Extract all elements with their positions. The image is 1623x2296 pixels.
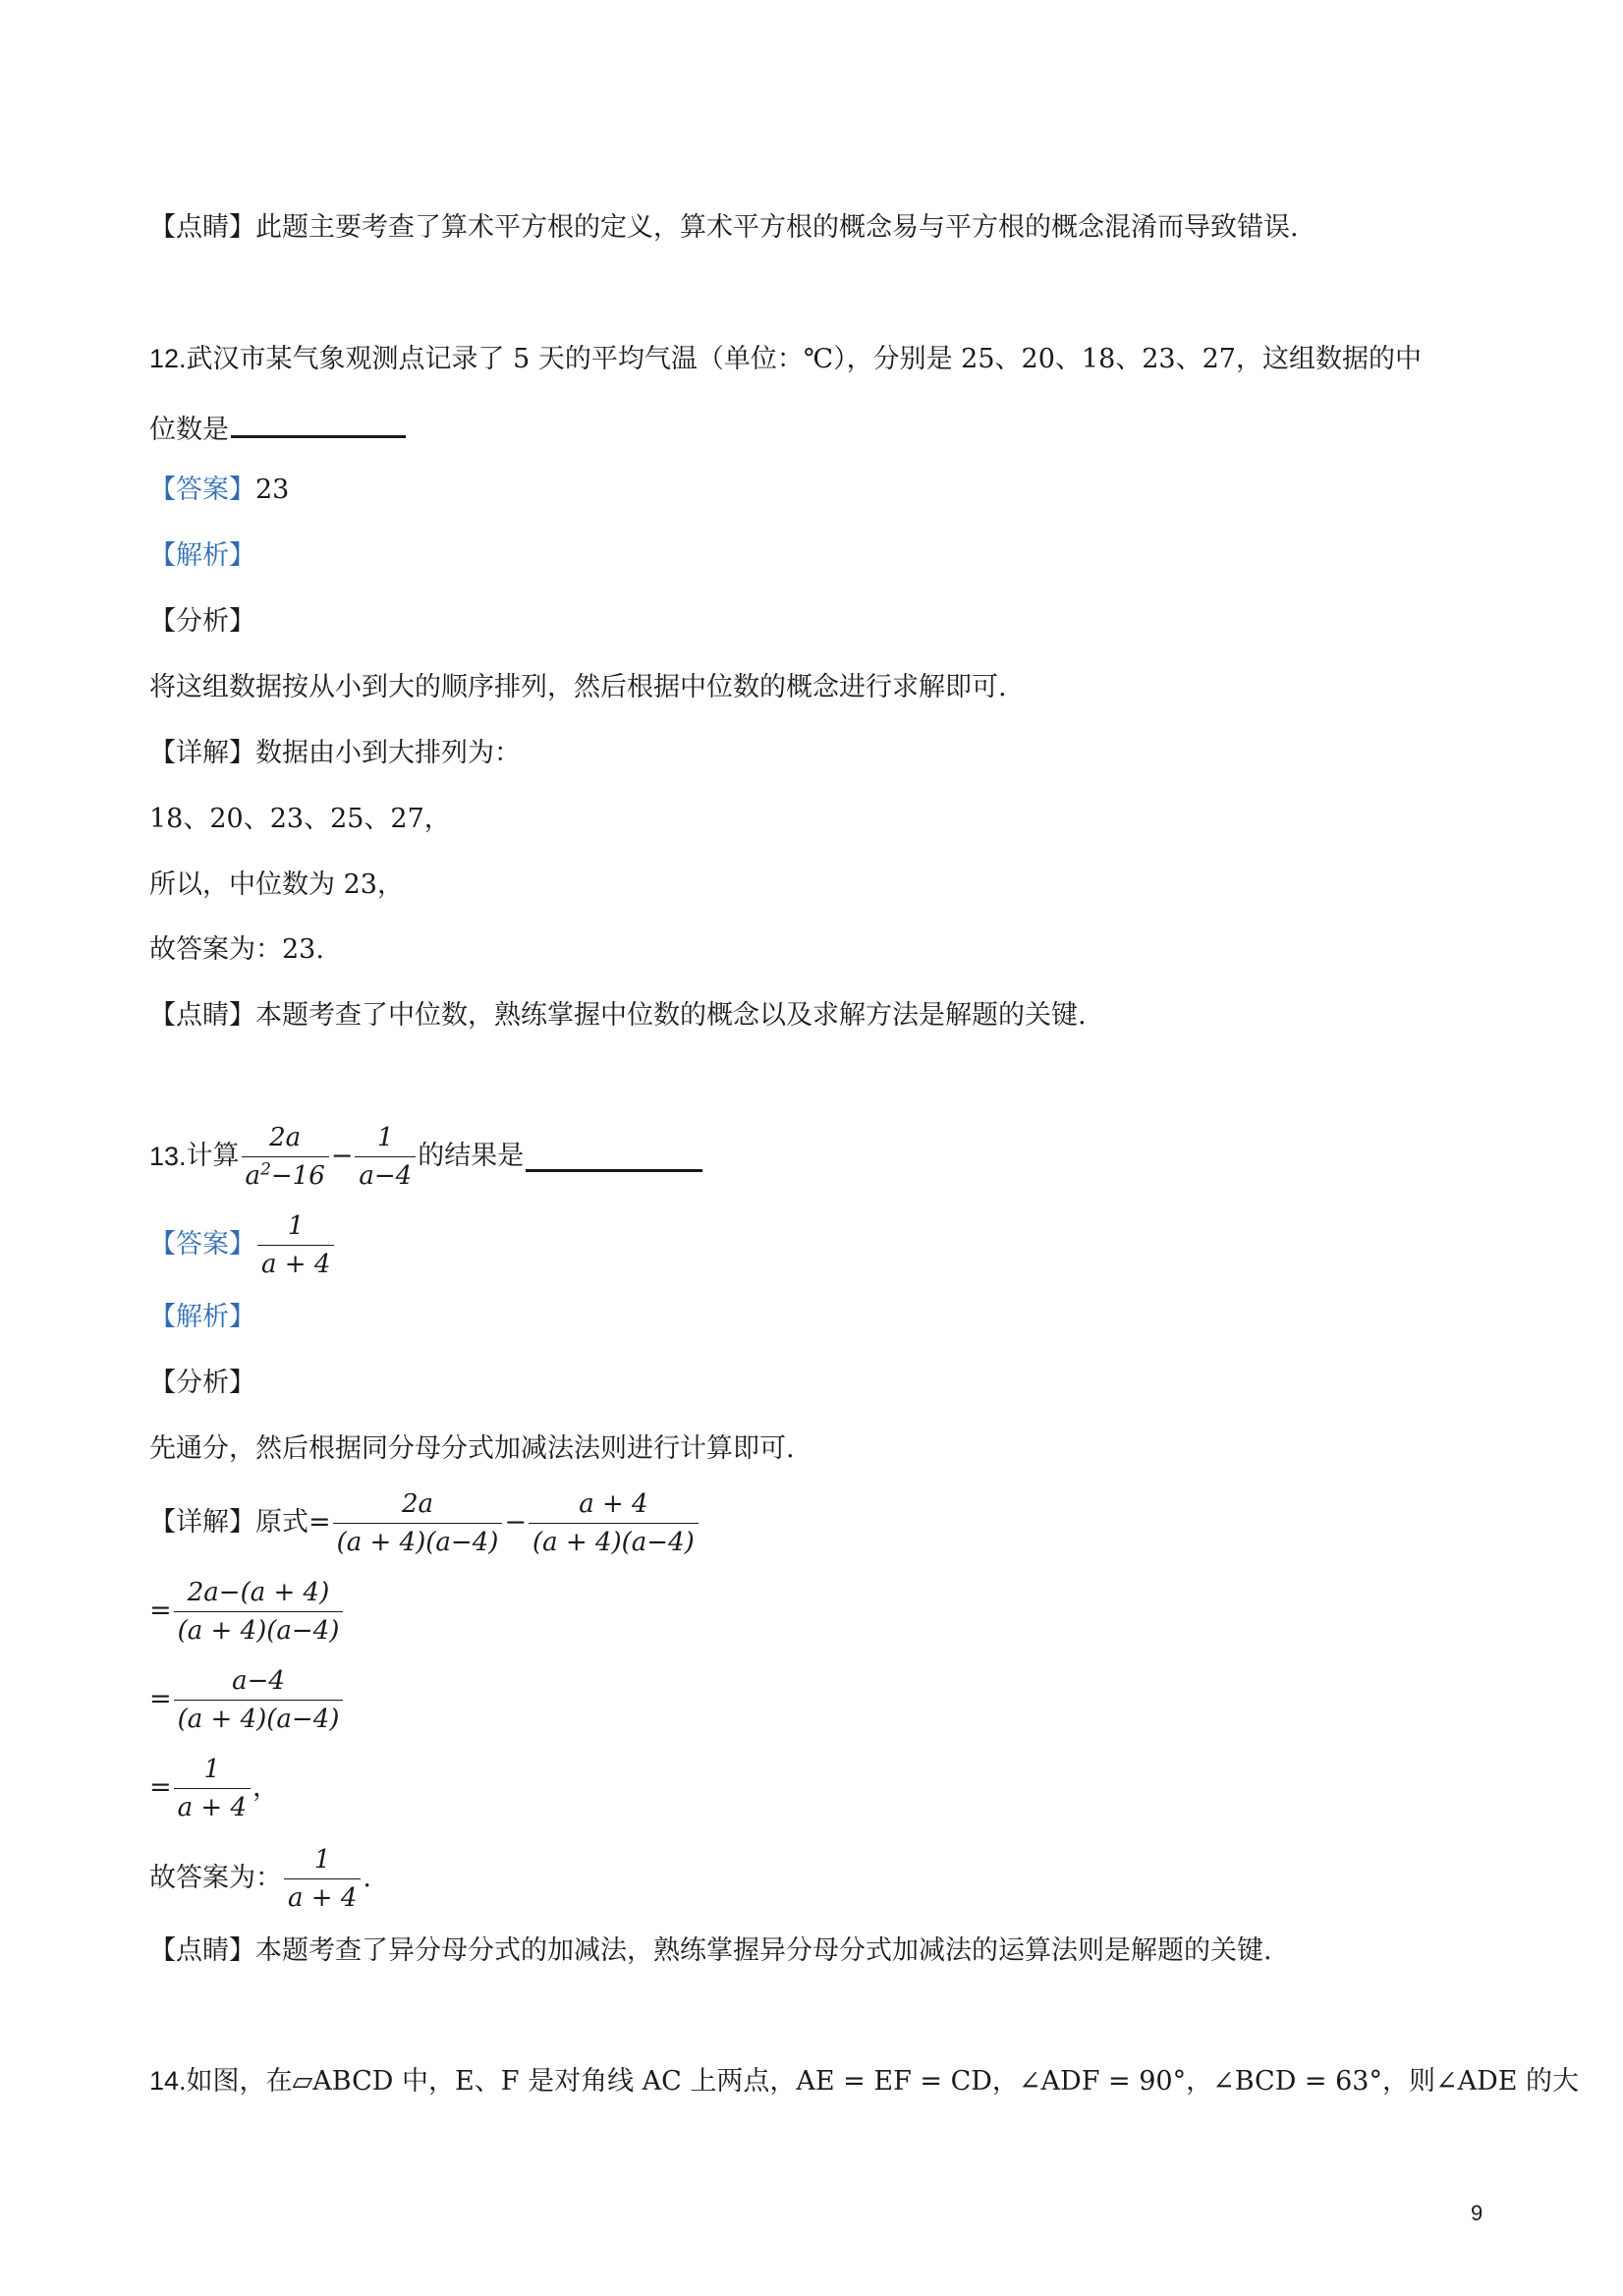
remark-label: 【点睛】	[149, 212, 255, 243]
xiangjie-fraction-2	[529, 1487, 699, 1559]
q12-analysis-label: 【解析】	[149, 540, 255, 571]
minus-sign: −	[330, 1141, 354, 1171]
q12-step3: 故答案为：23.	[149, 934, 324, 965]
fraction-denominator: (a + 4)(a−4)	[177, 1615, 340, 1646]
fraction-denominator	[242, 1157, 329, 1193]
fraction-numerator: a−4	[232, 1665, 285, 1696]
q13-number: 13.	[149, 1142, 187, 1171]
q12-stem-text1: 武汉市某气象观测点记录了 5 天的平均气温（单位：℃），分别是 25、20、18、23、27，这组数据的中	[186, 344, 1422, 374]
q13-final	[149, 1837, 371, 1920]
den-exponent: 2	[260, 1158, 271, 1179]
q12-stem-line1	[149, 341, 1422, 377]
xiangjie-label: 【详解】	[149, 738, 255, 768]
fraction-numerator: 1	[313, 1844, 331, 1875]
fraction-denominator: a + 4	[261, 1249, 331, 1279]
fraction-denominator: (a + 4)(a−4)	[336, 1527, 499, 1557]
q12-fenxi-text: 将这组数据按从小到大的顺序排列，然后根据中位数的概念进行求解即可.	[149, 672, 1007, 702]
xiangjie-text: 数据由小到大排列为：	[255, 738, 521, 768]
q12-step1: 18、20、23、25、27，	[149, 804, 451, 834]
fraction-denominator: a + 4	[288, 1882, 358, 1913]
q13-stem-pre: 计算	[186, 1141, 240, 1171]
equals-sign: =	[149, 1772, 172, 1803]
xiangjie-fraction-1	[333, 1487, 503, 1559]
step3-fraction	[174, 1753, 251, 1824]
fraction-numerator: 1	[377, 1122, 394, 1152]
q12-number: 12.	[149, 344, 187, 373]
fraction-numerator: 2a	[401, 1488, 434, 1519]
q12-stem-line2	[149, 408, 406, 448]
dianjing-text: 本题考查了异分母分式的加减法，熟练掌握异分母分式加减法的运算法则是解题的关键.	[255, 1935, 1272, 1966]
q13-answer	[149, 1204, 336, 1286]
q13-stem-post: 的结果是	[418, 1141, 525, 1171]
final-pre: 故答案为：	[149, 1863, 282, 1893]
fraction-denominator: a−4	[359, 1160, 413, 1191]
xiangjie-pre: 原式=	[255, 1507, 331, 1538]
answer-fraction	[257, 1209, 334, 1281]
fraction-denominator: (a + 4)(a−4)	[177, 1704, 340, 1734]
answer-label: 【答案】	[149, 1229, 255, 1260]
equals-sign: =	[149, 1596, 172, 1626]
fraction-numerator: 1	[287, 1210, 305, 1241]
step1-fraction	[174, 1576, 344, 1648]
answer-blank	[231, 408, 406, 438]
dianjing-label: 【点睛】	[149, 1935, 255, 1966]
den-base: a	[245, 1160, 261, 1191]
q12-dianjing	[149, 998, 1087, 1034]
q13-fenxi-label: 【分析】	[149, 1368, 255, 1398]
q13-fraction-2	[355, 1121, 416, 1193]
q14-stem-text: 如图，在▱ABCD 中，E、F 是对角线 AC 上两点，AE = EF = CD，∠ADF = 90°，∠BCD = 63°，则∠ADE 的大	[186, 2066, 1580, 2097]
q13-xiangjie	[149, 1482, 700, 1564]
page-number: 9	[1471, 2201, 1483, 2225]
q13-dianjing	[149, 1933, 1272, 1969]
q12-xiangjie	[149, 736, 521, 771]
fraction-denominator: a + 4	[177, 1792, 247, 1822]
fraction-numerator: 2a−(a + 4)	[187, 1577, 330, 1607]
xiangjie-label: 【详解】	[149, 1507, 255, 1538]
fraction-denominator: (a + 4)(a−4)	[532, 1527, 695, 1557]
fraction-numerator: 2a	[269, 1122, 302, 1152]
q12-fenxi-label: 【分析】	[149, 606, 255, 637]
q13-step3	[149, 1747, 279, 1829]
q14-number: 14.	[149, 2066, 187, 2096]
q12-stem-text2: 位数是	[149, 415, 229, 445]
q13-step1	[149, 1570, 345, 1652]
den-rest: −16	[270, 1160, 325, 1191]
q13-step2	[149, 1658, 345, 1741]
dianjing-text: 本题考查了中位数，熟练掌握中位数的概念以及求解方法是解题的关键.	[255, 1000, 1087, 1031]
fraction-numerator: 1	[203, 1754, 221, 1784]
q13-analysis-label: 【解析】	[149, 1302, 255, 1332]
step2-fraction	[174, 1664, 344, 1736]
fraction-numerator: a + 4	[579, 1488, 648, 1519]
q12-answer	[149, 473, 289, 508]
answer-label: 【答案】	[149, 475, 255, 505]
step3-tail: ，	[252, 1772, 279, 1803]
q13-stem	[149, 1112, 702, 1201]
final-fraction	[284, 1843, 361, 1915]
q14-stem	[149, 2063, 1579, 2100]
equals-sign: =	[149, 1684, 172, 1714]
minus-sign: −	[504, 1507, 528, 1538]
remark-text: 此题主要考查了算术平方根的定义，算术平方根的概念易与平方根的概念混淆而导致错误.	[255, 212, 1299, 243]
prev-remark	[149, 210, 1299, 246]
answer-value: 23	[255, 475, 290, 505]
answer-blank	[526, 1142, 702, 1172]
q13-fenxi-text: 先通分，然后根据同分母分式加减法法则进行计算即可.	[149, 1433, 795, 1464]
final-tail: .	[363, 1863, 371, 1893]
dianjing-label: 【点睛】	[149, 1000, 255, 1031]
q12-step2: 所以，中位数为 23，	[149, 869, 404, 900]
q13-fraction-1	[242, 1121, 329, 1193]
